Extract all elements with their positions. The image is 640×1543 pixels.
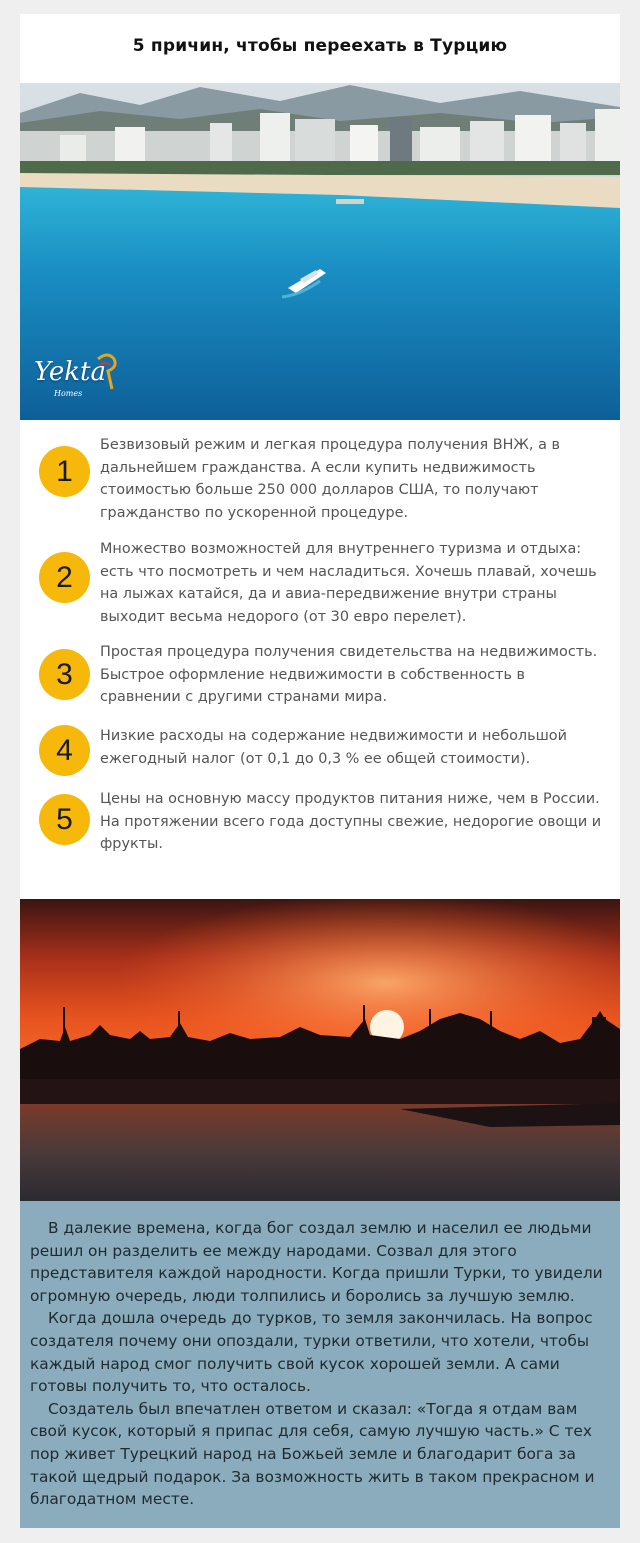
content-card (20, 14, 620, 1528)
story-paragraph-1: В далекие времена, когда бог создал землю и населил ее людьми решил он разделить ее между народами. Созвал для этого представителя каждой народности. Когда пришли Турки, то увидели огромную очередь, люди толпились и боролись за лучшую землю. (30, 1219, 603, 1305)
number-badge-4: 4 (39, 725, 90, 776)
reason-text-2: Множество возможностей для внутреннего туризма и отдыха: есть что посмотреть и чем насладиться. Хочешь плавай, хочешь на лыжах катайся, да и авиа-передвижение внутри страны выходит весьма недорого (от 30 евро перелет). (100, 541, 597, 625)
yekta-homes-logo (34, 351, 134, 403)
page-title: 5 причин, чтобы переехать в Турцию (132, 36, 508, 56)
sunset-image-istanbul (20, 899, 620, 1201)
hero-image-coastline (20, 83, 620, 420)
reason-text-3: Простая процедура получения свидетельства на недвижимость. Быстрое оформление недвижимости в собственность в сравнении с другими странами мира. (100, 644, 598, 705)
reason-text-1: Безвизовый режим и легкая процедура получения ВНЖ, а в дальнейшем гражданства. А если купить недвижимость стоимостью больше 250 000 долларов США, то получают гражданство по ускоренной процедуре. (100, 437, 560, 521)
story-paragraph-3: Создатель был впечатлен ответом и сказал: «Тогда я отдам вам свой кусок, который я припас для себя, самую лучшую часть.» С тех пор живет Турецкий народ на Божьей земле и благодарит бога за такой щедрый подарок. За возможность жить в таком прекрасном и благодатном месте. (30, 1399, 595, 1509)
story-paragraph-2: Когда дошла очередь до турков, то земля закончилась. На вопрос создателя почему они опоздали, турки ответили, что хотели, чтобы каждый народ смог получить свой кусок хорошей земли. А сами готовы получить то, что осталось. (30, 1309, 593, 1396)
number-badge-2: 2 (39, 552, 90, 603)
sunset-skyline-illustration (20, 899, 620, 1201)
logo-subtext: Homes (54, 389, 83, 398)
number-badge-1: 1 (39, 446, 90, 497)
reason-text-4: Низкие расходы на содержание недвижимости и небольшой ежегодный налог (от 0,1 до 0,3 % ее общей стоимости). (100, 728, 567, 767)
story-text (30, 1217, 615, 1511)
number-badge-5: 5 (39, 794, 90, 845)
number-badge-3: 3 (39, 649, 90, 700)
swirl-logo-icon (92, 351, 120, 391)
logo-text: Yekta (34, 357, 106, 387)
reason-text-5: Цены на основную массу продуктов питания ниже, чем в России. На протяжении всего года доступны свежие, недорогие овощи и фрукты. (100, 791, 602, 852)
legend-story-block (20, 1201, 620, 1528)
